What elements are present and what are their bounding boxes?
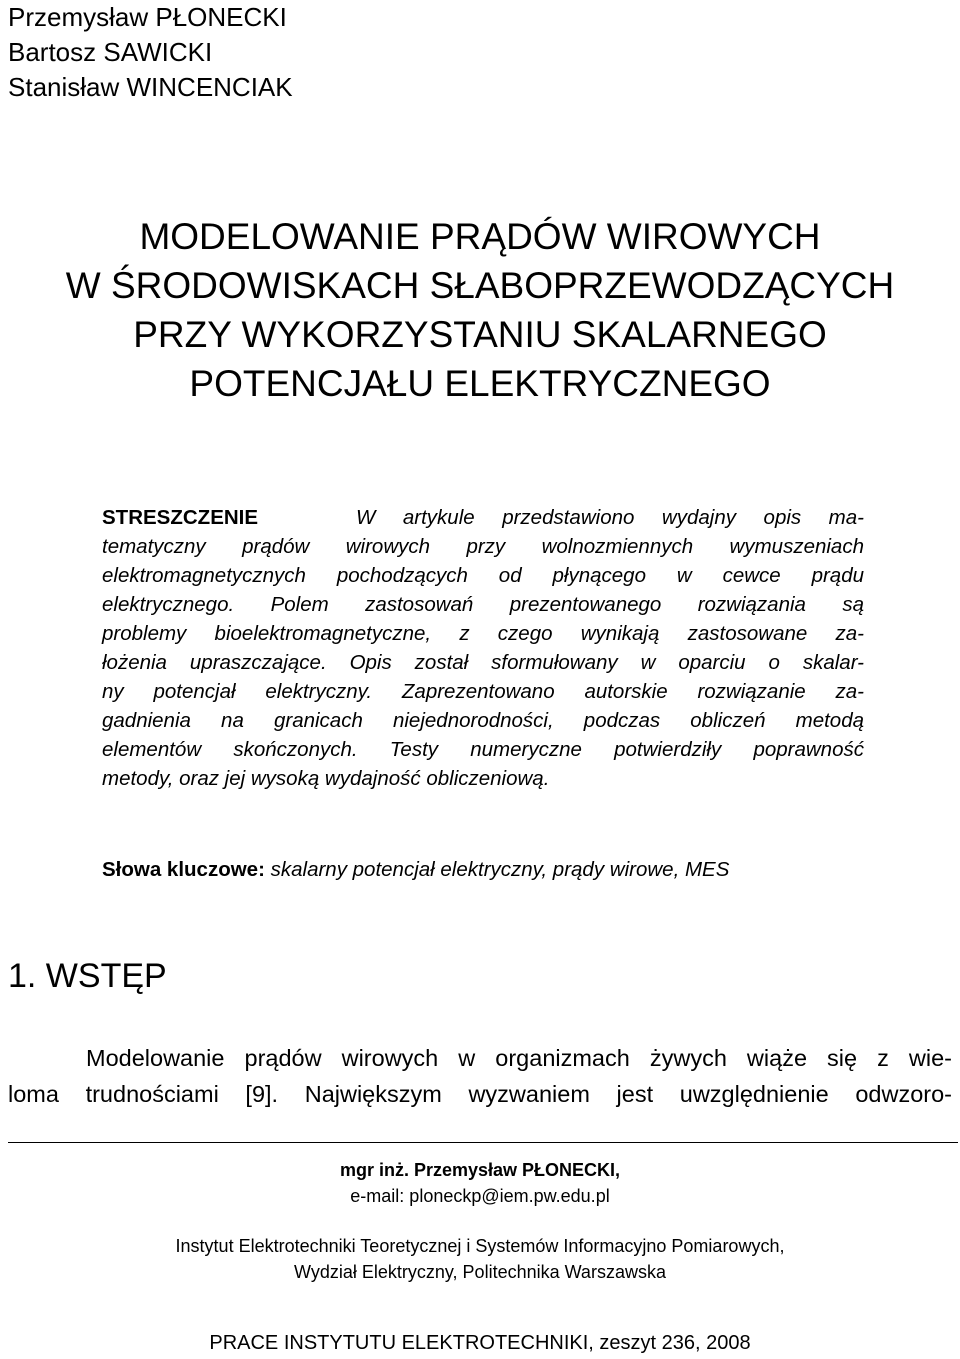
journal-footer: PRACE INSTYTUTU ELEKTROTECHNIKI, zeszyt 236, 2008: [209, 1332, 751, 1354]
abstract-line: ny potencjał elektryczny. Zaprezentowano autorskie rozwiązanie za-: [102, 680, 864, 703]
title-line: POTENCJAŁU ELEKTRYCZNEGO: [189, 363, 771, 404]
footnote-affiliation: Instytut Elektrotechniki Teoretycznej i Systemów Informacyjno Pomiarowych,: [175, 1236, 785, 1256]
footnote-email: e-mail: ploneckp@iem.pw.edu.pl: [350, 1186, 610, 1206]
author-name: Bartosz SAWICKI: [8, 37, 213, 67]
authors-block: [8, 0, 293, 105]
abstract-line: tematyczny prądów wirowych przy wolnozmiennych wymuszeniach: [102, 535, 864, 558]
footnote-spacer: [0, 1209, 960, 1233]
abstract-line: elektrycznego. Polem zastosowań prezentowanego rozwiązania są: [102, 593, 864, 616]
title-line: W ŚRODOWISKACH SŁABOPRZEWODZĄCYCH: [65, 265, 895, 306]
abstract-line: metody, oraz jej wysoką wydajność obliczeniową.: [102, 767, 550, 790]
title-line: PRZY WYKORZYSTANIU SKALARNEGO: [133, 314, 827, 355]
abstract-line: gadnienia na granicach niejednorodności, podczas obliczeń metodą: [102, 709, 864, 732]
section-heading: 1. WSTĘP: [8, 957, 167, 995]
keywords-label: Słowa kluczowe:: [102, 858, 265, 881]
author-name: Stanisław WINCENCIAK: [8, 72, 293, 102]
abstract-line: łożenia upraszczające. Opis został sformułowany w oparciu o skalar-: [102, 651, 864, 674]
footnote-author: mgr inż. Przemysław PŁONECKI,: [339, 1160, 621, 1180]
footnote-affiliation: Wydział Elektryczny, Politechnika Warszawska: [294, 1262, 666, 1282]
footnote-divider: [8, 1142, 958, 1143]
abstract: [102, 503, 864, 793]
intro-line: loma trudnościami [9]. Największym wyzwaniem jest uwzględnienie odwzoro-: [8, 1081, 952, 1107]
intro-line: Modelowanie prądów wirowych w organizmach żywych wiąże się z wie-: [86, 1045, 952, 1071]
abstract-line: elektromagnetycznych pochodzących od płynącego w cewce prądu: [102, 564, 864, 587]
abstract-line: [102, 503, 864, 532]
keywords-text: skalarny potencjał elektryczny, prądy wirowe, MES: [270, 858, 730, 881]
abstract-text: W artykule przedstawiono wydajny opis ma-: [356, 506, 864, 529]
footnote: [0, 1157, 960, 1285]
title-line: MODELOWANIE PRĄDÓW WIROWYCH: [139, 216, 821, 257]
abstract-label: STRESZCZENIE: [102, 506, 259, 529]
paper-title: [0, 212, 960, 408]
keywords: [102, 856, 729, 884]
abstract-line: elementów skończonych. Testy numeryczne potwierdziły poprawność: [102, 738, 864, 761]
abstract-line: problemy bioelektromagnetyczne, z czego wynikają zastosowane za-: [102, 622, 864, 645]
author-name: Przemysław PŁONECKI: [8, 2, 287, 32]
intro-paragraph: [8, 1040, 952, 1112]
